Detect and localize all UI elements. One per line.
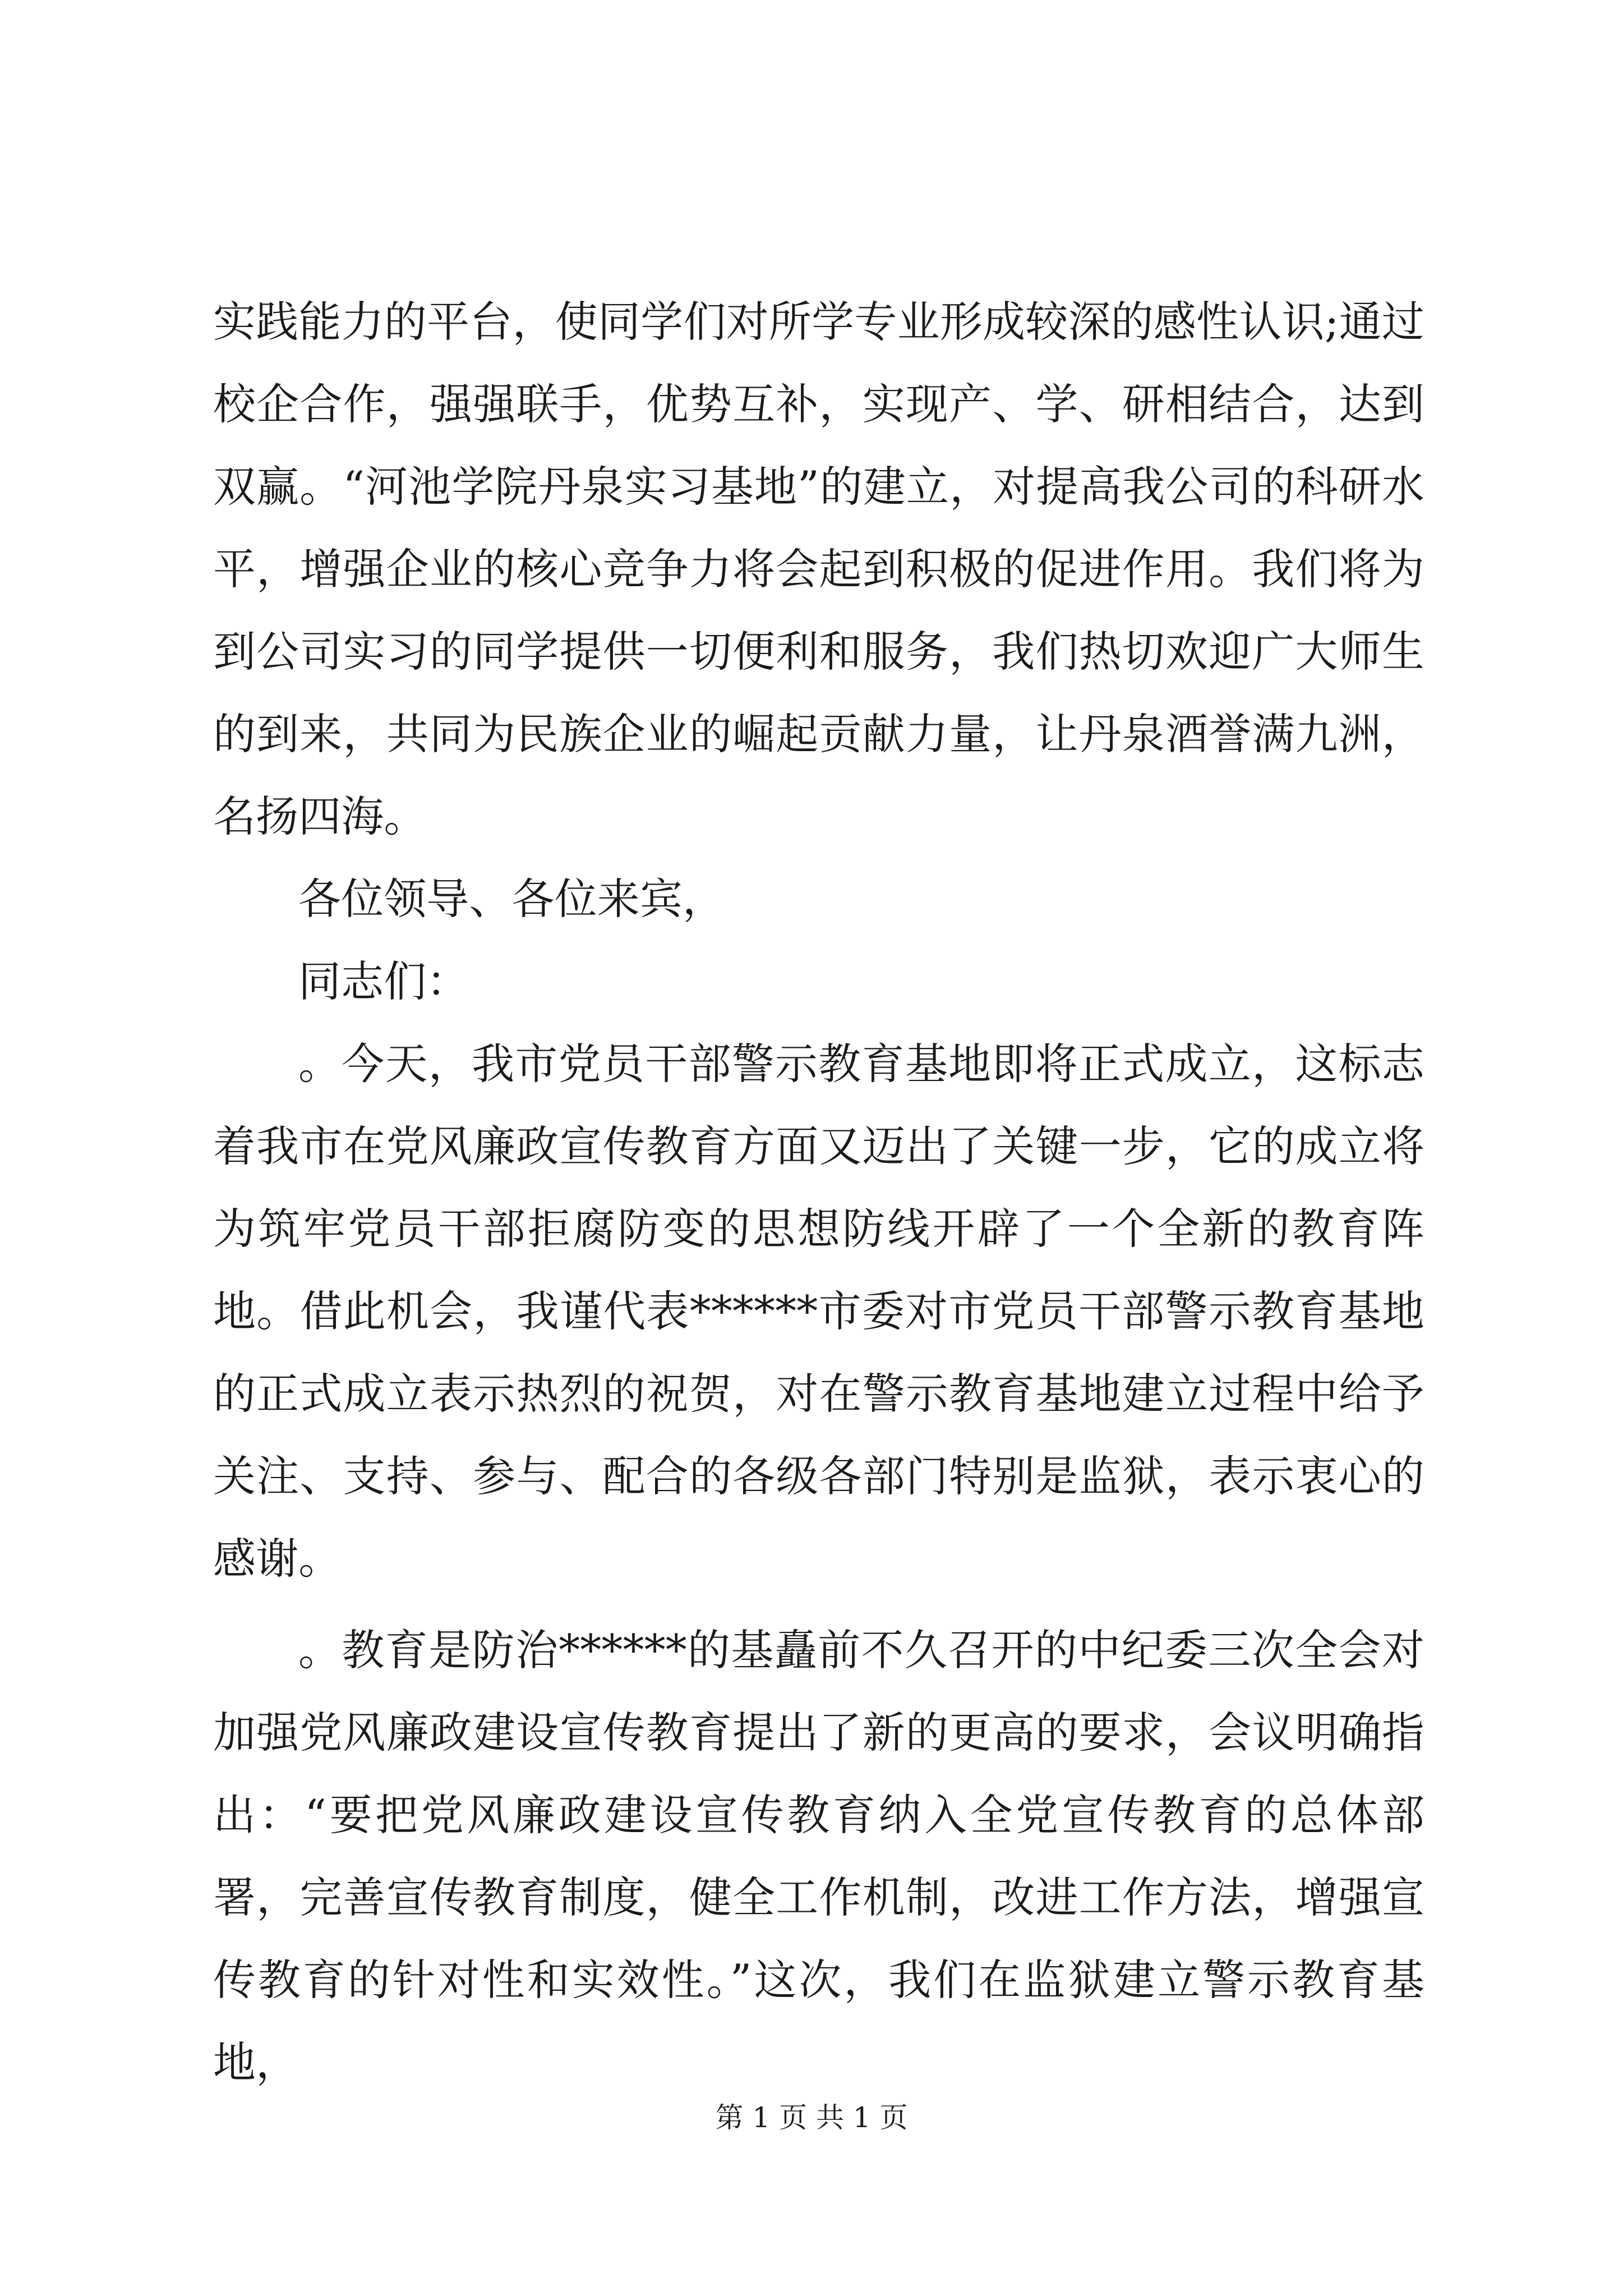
paragraph-education: 。教育是防治******的基矗前不久召开的中纪委三次全会对加强党风廉政建设宣传教育提出了新的更高的要求，会议明确指出：“要把党风廉政建设宣传教育纳入全党宣传教育的总体部署，完善宣传教育制度，健全工作机制，改进工作方法，增强宣传教育的针对性和实效性。”这次，我们在监狱建立警示教育基地，: [213, 1625, 1424, 2087]
paragraph-salutation: 各位领导、各位来宾，: [298, 874, 725, 924]
paragraph-continuation: 实践能力的平台，使同学们对所学专业形成较深的感性认识;通过校企合作，强强联手，优势互补，实现产、学、研相结合，达到双赢。“河池学院丹泉实习基地”的建立，对提高我公司的科研水平，增强企业的核心竞争力将会起到积极的促进作用。我们将为到公司实习的同学提供一切便利和服务，我们热切欢迎广大师生的到来，共同为民族企业的崛起贡献力量，让丹泉酒誉满九洲，名扬四海。: [213, 297, 1424, 841]
document-body: [213, 280, 1424, 2104]
page-footer: 第 1 页 共 1 页: [715, 2101, 908, 2134]
paragraph-opening: 。今天，我市党员干部警示教育基地即将正式成立，这标志着我市在党风廉政宣传教育方面又迈出了关键一步，它的成立将为筑牢党员干部拒腐防变的思想防线开辟了一个全新的教育阵地。借此机会，我谨代表******市委对市党员干部警示教育基地的正式成立表示热烈的祝贺，对在警示教育基地建立过程中给予关注、支持、参与、配合的各级各部门特别是监狱，表示衷心的感谢。: [213, 1039, 1424, 1584]
paragraph-address: 同志们：: [298, 956, 469, 1006]
